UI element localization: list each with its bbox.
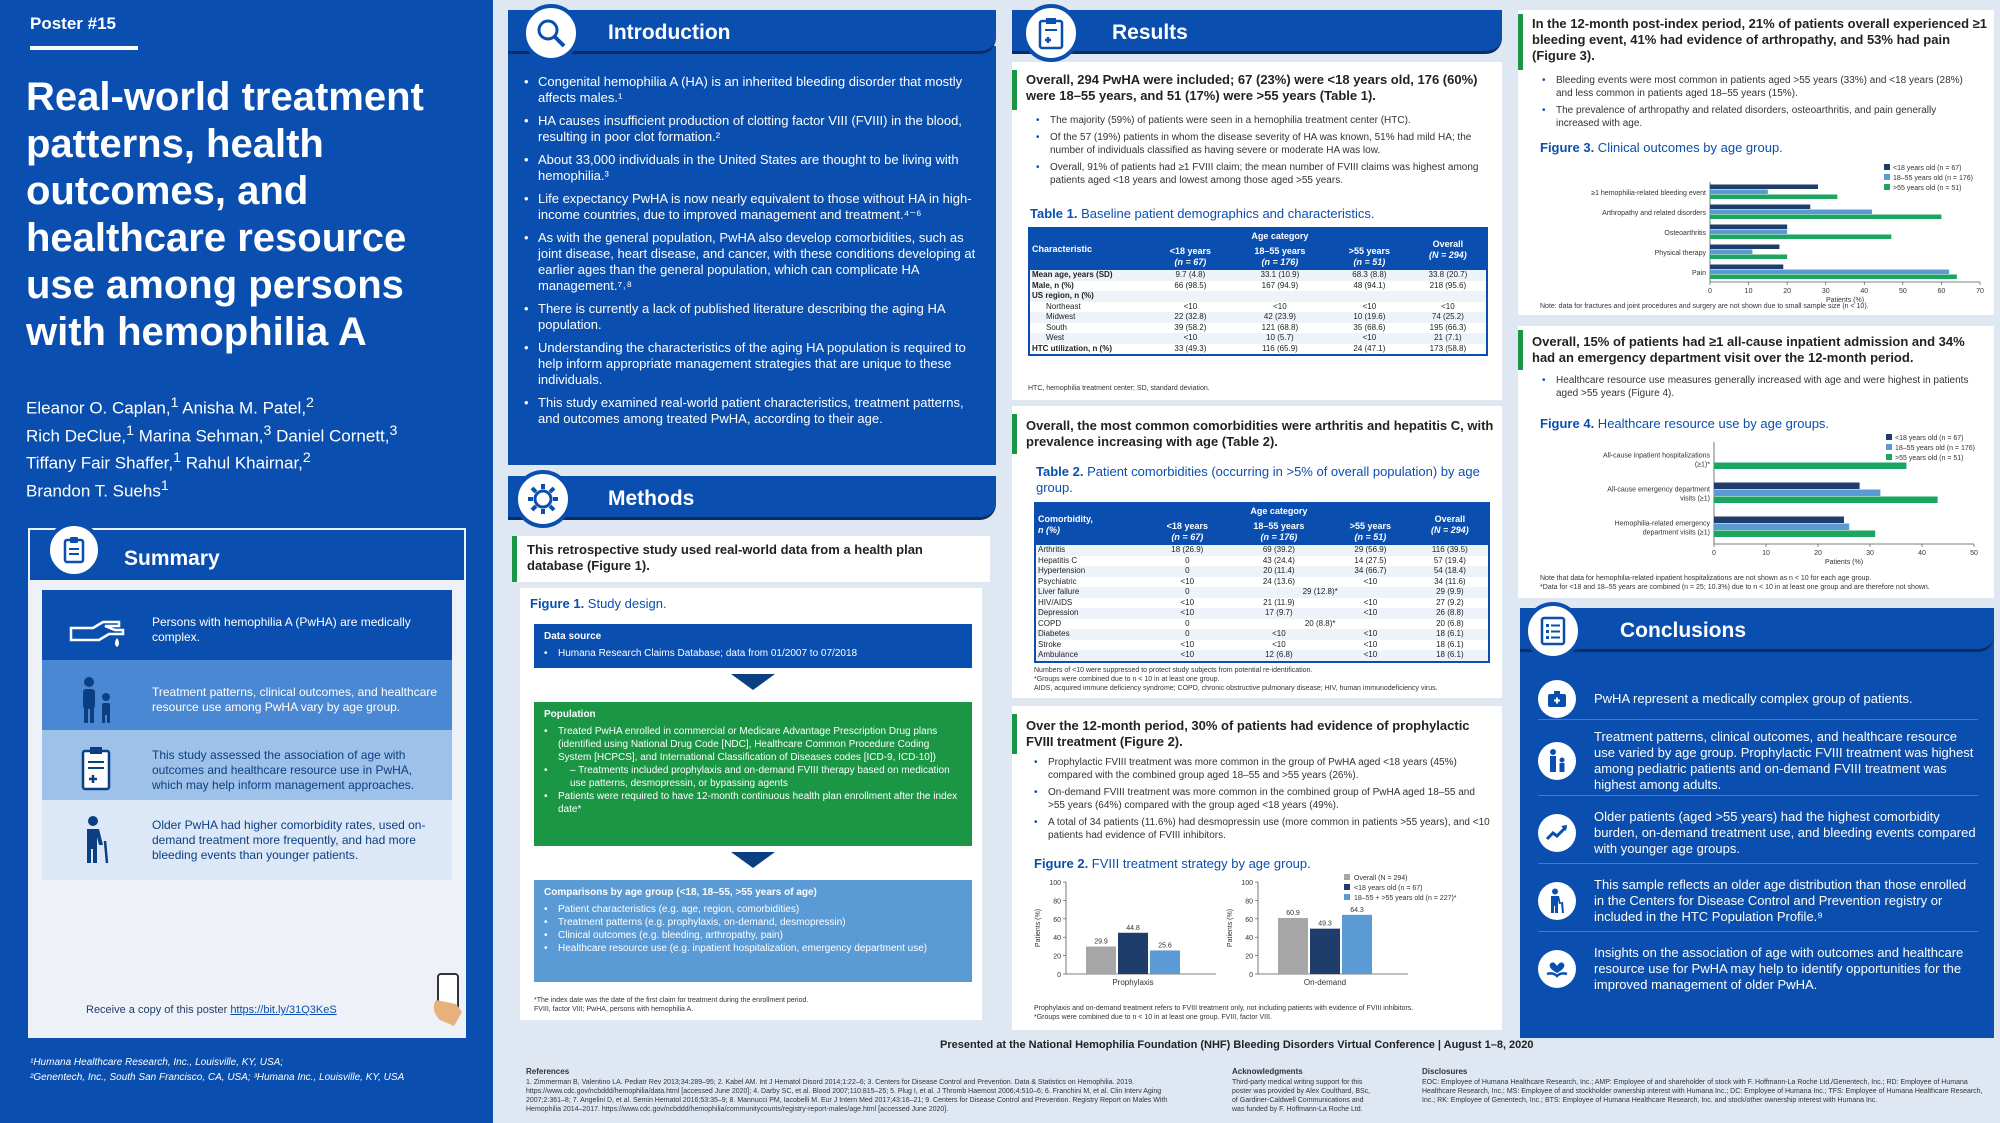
parent-child-icon — [1538, 742, 1576, 780]
conclusion-item: Treatment patterns, clinical outcomes, and healthcare resource use varied by age group. Prophylactic FVIII treatment was highest among pediatric patients and on-demand FVIII treatment was highest among adults. — [1538, 726, 1978, 796]
category-label: All-cause inpatient hospitalizations — [1602, 452, 1710, 460]
legend-swatch — [1886, 444, 1892, 450]
x-tick-label: 50 — [1970, 550, 1978, 557]
data-label: 49.3 — [1318, 920, 1332, 928]
trend-up-icon — [1538, 814, 1576, 852]
receive-text: Receive a copy of this poster — [86, 1004, 228, 1016]
bar — [1710, 245, 1779, 250]
table-row: US region, n (%) — [1030, 291, 1486, 302]
y-tick-label: 60 — [1053, 916, 1061, 924]
intro-bullet: • Life expectancy PwHA is now nearly equivalent to those without HA in high-income countries, due to improved management and treatment.⁴⁻⁶ — [524, 191, 982, 223]
poster-number: Poster #15 — [30, 14, 116, 33]
result-bullet: • Healthcare resource use measures generally increased with age and were highest in patients aged >55 years (Figure 4). — [1542, 374, 1982, 400]
conclusion-item: Older patients (aged >55 years) had the highest comorbidity burden, on-demand treatment use, and bleeding events compared with younger age groups. — [1538, 802, 1978, 864]
legend-label: 18–55 + >55 years old (n = 227)* — [1354, 895, 1457, 902]
acknowledgments: Acknowledgments Third-party medical writing support for this poster was provided by Alex Coulthard, BSc, of Gardiner-Caldwell Communications and was funded by F. Hoffmann-La Roche Ltd. — [1228, 1061, 1378, 1123]
legend-swatch — [1344, 884, 1350, 890]
x-tick-label: 20 — [1783, 288, 1792, 295]
table-row: Depression <10 17 (9.7) <10 26 (8.8) — [1036, 608, 1488, 619]
x-tick-label: 40 — [1860, 288, 1869, 295]
category-label: Osteoarthritis — [1664, 230, 1706, 237]
author: Brandon T. Suehs — [26, 481, 161, 501]
intro-bullet: • Understanding the characteristics of the aging HA population is required to help inform appropriate management strategies that are unique to these individuals. — [524, 340, 982, 388]
x-tick-label: 50 — [1898, 288, 1907, 295]
results-block-3 — [1012, 706, 1502, 1030]
figure2-chart — [1026, 872, 1496, 1004]
legend-swatch — [1884, 174, 1890, 180]
intro-bullet: • There is currently a lack of published literature describing the aging HA population. — [524, 301, 982, 333]
y-tick-label: 40 — [1053, 935, 1061, 943]
results-lead-2: Overall, the most common comorbidities were arthritis and hepatitis C, with prevalence increasing with age (Table 2). — [1026, 418, 1494, 449]
poster-title: Real-world treatment patterns, health outcomes, and healthcare resource use among persons with hemophilia A — [26, 75, 424, 354]
results-block-1 — [1012, 62, 1502, 400]
summary-text: This study assessed the association of age with outcomes and healthcare resource use in PwHA, which may help inform management approaches. — [152, 747, 415, 792]
table-row: COPD 0 20 (8.8)* 20 (6.8) — [1038, 618, 1464, 628]
bar — [1710, 230, 1787, 235]
category-label: On-demand — [1303, 978, 1347, 987]
elderly-cane-icon — [42, 800, 152, 880]
author: Tiffany Fair Shaffer, — [26, 453, 174, 473]
clipboard-plus-icon — [1022, 4, 1080, 62]
results-block-5 — [1518, 326, 1994, 598]
bar — [1714, 497, 1938, 504]
figure4-notes: Note that data for hemophilia-related inpatient hospitalizations are not shown as n < 10 for each age group. *Data for <18 and 18–55 years are combined (n = 25; 10.3%) due to n < 10 in at least one group and are therefore not shown. — [1540, 575, 1930, 591]
legend-swatch — [1344, 874, 1350, 880]
table1-title: Table 1. Baseline patient demographics and characteristics. — [1030, 206, 1375, 221]
left-panel — [0, 0, 493, 1123]
result-bullet: • Overall, 91% of patients had ≥1 FVIII claim; the mean number of FVIII claims was highest among patients aged <18 years and lowest among those aged >55 years. — [1036, 161, 1496, 187]
bar — [1714, 483, 1860, 490]
bar — [1710, 205, 1810, 210]
y-tick-label: 100 — [1241, 880, 1253, 887]
results-lead-4: In the 12-month post-index period, 21% of patients overall experienced ≥1 bleeding event, 41% had evidence of arthropathy, and 53% had pain (Figure 3). — [1532, 16, 1988, 63]
x-tick-label: 60 — [1937, 288, 1946, 295]
x-tick-label: 20 — [1814, 550, 1822, 557]
legend-label: 18–55 years old (n = 176) — [1893, 175, 1973, 182]
x-tick-label: 30 — [1866, 550, 1874, 557]
table-row: Hepatitis C 0 43 (24.4) 14 (27.5) 57 (19.4) — [1038, 555, 1466, 565]
legend-label: >55 years old (n = 51) — [1893, 185, 1962, 192]
medical-kit-icon — [1538, 680, 1576, 718]
table-row: South 39 (58.2) 121 (68.8) 35 (68.6) 195 (66.3) — [1046, 322, 1467, 332]
category-label: Hemophilia-related emergency — [1614, 520, 1710, 528]
category-label: All-cause emergency department — [1607, 486, 1710, 494]
figure2-title: Figure 2. FVIII treatment strategy by age group. — [1034, 856, 1311, 871]
results-lead-3: Over the 12-month period, 30% of patients had evidence of prophylactic FVIII treatment (Figure 2). — [1026, 718, 1470, 749]
data-source-block: Data source • Humana Research Claims Database; data from 01/2007 to 07/2018 — [534, 624, 972, 668]
affiliations: ¹Humana Healthcare Research, Inc., Louisville, KY, USA; ²Genentech, Inc., South San Francisco, CA, USA; ³Humana Inc., Louisville, KY, USA — [30, 1057, 405, 1083]
bar — [1710, 275, 1957, 280]
summary-panel — [28, 528, 466, 968]
poster-divider — [30, 46, 138, 50]
table-row: Diabetes 0 <10 <10 18 (6.1) — [1036, 629, 1488, 640]
bar — [1342, 915, 1372, 974]
conclusions-panel — [1520, 630, 1994, 1038]
category-label: visits (≥1) — [1680, 495, 1710, 503]
result-bullet: • On-demand FVIII treatment was more common in the combined group of PwHA aged 18–55 and >55 years (64%) compared with the group aged <18 years (49%). — [1034, 786, 1494, 812]
intro-bullet: • HA causes insufficient production of clotting factor VIII (FVIII) in the blood, resulting in poor clot formation.² — [524, 113, 982, 145]
data-label: 44.8 — [1126, 924, 1140, 932]
conclusions-heading: Conclusions — [1520, 608, 1994, 652]
data-label: 25.6 — [1158, 942, 1172, 950]
results-lead-1: Overall, 294 PwHA were included; 67 (23%) were <18 years old, 176 (60%) were 18–55 years, and 51 (17%) were >55 years (Table 1). — [1026, 72, 1478, 103]
hands-heart-icon — [1538, 950, 1576, 988]
results-block-2 — [1012, 406, 1502, 698]
x-tick-label: 10 — [1744, 288, 1753, 295]
bar — [1710, 190, 1768, 195]
flow-arrow — [731, 852, 775, 868]
introduction-panel — [508, 46, 996, 465]
clipboard-plus-icon — [42, 730, 152, 810]
disclosures: Disclosures EOC: Employee of Humana Healthcare Research, Inc.; AMP: Employee of and shareholder of stock with F. Hoffmann-La Roche Ltd./Genentech, Inc.; RD: Employee of Humana Healthcare Research, Inc.; MS: Employee of and stockholder ownership interest with Humana Inc.; DC: Employee of Humana Inc.; TFS: Employee of Humana Healthcare Research, Inc.; RK: Employee of Genentech, Inc.; BTS: Employee of Humana Healthcare Research, Inc. and stock/other ownership interest with Humana Inc. — [1418, 1061, 1994, 1123]
clipboard-icon — [46, 522, 102, 578]
summary-text: Older PwHA had higher comorbidity rates, used on-demand treatment more frequently, and had more bleeding events than younger patients. — [152, 817, 426, 862]
conclusion-item: Insights on the association of age with outcomes and healthcare resource use for PwHA may help to identify opportunities for the improved management of older PwHA. — [1538, 938, 1978, 1000]
legend-label: Overall (N = 294) — [1354, 875, 1408, 882]
figure1-title: Figure 1. Study design. — [530, 596, 667, 611]
y-tick-label: 20 — [1053, 953, 1061, 961]
introduction-heading: Introduction — [508, 10, 996, 54]
figure4-title: Figure 4. Healthcare resource use by age groups. — [1540, 416, 1830, 431]
bar — [1710, 185, 1818, 190]
summary-heading: Summary — [28, 528, 466, 582]
gear-icon — [514, 470, 572, 528]
bar — [1710, 235, 1891, 240]
author: Daniel Cornett, — [276, 426, 390, 446]
y-tick-label: 80 — [1053, 898, 1061, 906]
smartphone-icon — [428, 970, 468, 1030]
summary-item — [42, 800, 452, 880]
result-bullet: • The prevalence of arthropathy and related disorders, osteoarthritis, and pain generally increased with age. — [1542, 104, 1982, 130]
magnifier-icon — [522, 4, 580, 62]
table-row: Midwest 22 (32.8) 42 (23.9) 10 (19.6) 74 (25.2) — [1030, 312, 1486, 323]
bar — [1710, 265, 1783, 270]
results-lead-5: Overall, 15% of patients had ≥1 all-cause inpatient admission and 34% had an emergency department visit over the 12-month period. — [1532, 334, 1965, 365]
elderly-cane-icon — [1538, 882, 1576, 920]
intro-bullet: • This study examined real-world patient characteristics, treatment patterns, and outcomes among treated PwHA, according to their age. — [524, 395, 982, 427]
table2-note: Numbers of <10 were suppressed to protect study subjects from potential re-identification. *Groups were combined due to n < 10 in at least one group. AIDS, acquired immune deficiency syndrome; COPD, chronic obstructive pulmonary disease; HIV, human immunodeficiency virus. — [1034, 667, 1438, 692]
legend-label: <18 years old (n = 67) — [1893, 165, 1962, 172]
intro-bullet: • About 33,000 individuals in the United States are thought to be living with hemophilia.³ — [524, 152, 982, 184]
table-row: Psychiatric <10 24 (13.6) <10 34 (11.6) — [1038, 576, 1466, 586]
table1: Characteristic Age category Overall (N = 294) <18 years (n = 67) 18–55 years (n = 176) >55 years (n = 51) Mean age, years (SD) 9.7 (4.8) 33.1 (10.9) 68.3 (8.8) 33.8 (20.7) Male, n (%) 66 (98.5) 167 (94.9) 48 (94.1) 218 (95.6) US region, n (%) Northeast <10 <10 <10 <10 Midwest 22 (32.8) 42 (23.9) 10 (19.6) 74 (25.2) South 39 (58.2) 121 (68.8) 35 (68.6) 195 (66.3) West <10 10 (5.7) <10 21 (7.1) HTC utilization, n (%) 33 (49.3) 116 (65.9) 24 (47.1) 173 (58.8) — [1028, 227, 1488, 356]
figure3-title: Figure 3. Clinical outcomes by age group. — [1540, 140, 1783, 155]
legend-swatch — [1886, 454, 1892, 460]
legend-swatch — [1344, 894, 1350, 900]
category-label: Arthropathy and related disorders — [1602, 210, 1706, 217]
y-tick-label: 100 — [1049, 880, 1061, 887]
bar — [1710, 195, 1837, 200]
presented-at: Presented at the National Hemophilia Foundation (NHF) Bleeding Disorders Virtual Conference | August 1–8, 2020 — [940, 1039, 1534, 1051]
author: Eleanor O. Caplan, — [26, 398, 171, 418]
table2: Comorbidity, n (%) Age category Overall (N = 294) <18 years (n = 67) 18–55 years (n = 176) >55 years (n = 51) Arthritis 18 (26.9) 69 (39.2) 29 (56.9) 116 (39.5) Hepatitis C 0 43 (24.4) 14 (27.5) 57 (19.4) Hypertension 0 20 (11.4) 34 (66.7) 54 (18.4) Psychiatric <10 24 (13.6) <10 34 (11.6) Liver failure 0 29 (12.8)* 29 (9.9) HIV/AIDS <10 21 (11.9) <10 27 (9.2) Depression <10 17 (9.7) <10 26 (8.8) COPD 0 20 (8.8)* 20 (6.8) Diabetes 0 <10 <10 18 (6.1) Stroke <10 <10 <10 18 (6.1) Ambulance <10 12 (6.8) <10 18 (6.1) — [1034, 502, 1490, 663]
x-tick-label: 0 — [1708, 288, 1712, 295]
x-tick-label: 30 — [1821, 288, 1830, 295]
table-row: West <10 10 (5.7) <10 21 (7.1) — [1030, 333, 1486, 344]
author-list: Eleanor O. Caplan,$^1$ Anisha M. Patel,$^2$ Rich DeClue,$^1$ Marina Sehman,$^3$ Daniel Cornett,$^3$ Tiffany Fair Shaffer,$^1$ Rahul Khairnar,$^2$ Brandon T. Suehs$^1$ — [26, 395, 398, 501]
bar — [1710, 255, 1787, 260]
legend-label: <18 years old (n = 67) — [1895, 435, 1964, 442]
checklist-icon — [1524, 602, 1582, 660]
result-bullet: • Of the 57 (19%) patients in whom the disease severity of HA was known, 51% had mild HA; the number of individuals classified as having severe or moderate HA was low. — [1036, 131, 1496, 157]
bar — [1150, 950, 1180, 974]
conclusion-item: This sample reflects an older age distribution than those enrolled in the Centers for Disease Control and Prevention registry or included in the HTC Population Profile.⁹ — [1538, 870, 1978, 932]
figure3-chart — [1528, 150, 1988, 304]
legend-swatch — [1884, 164, 1890, 170]
summary-item — [42, 590, 452, 670]
table-row: Ambulance <10 12 (6.8) <10 18 (6.1) — [1036, 650, 1488, 661]
table-row: Mean age, years (SD) 9.7 (4.8) 33.1 (10.9) 68.3 (8.8) 33.8 (20.7) — [1030, 270, 1486, 281]
legend-label: <18 years old (n = 67) — [1354, 885, 1423, 892]
methods-heading: Methods — [508, 476, 996, 520]
bar — [1714, 517, 1844, 524]
summary-text: Persons with hemophilia A (PwHA) are medically complex. — [152, 615, 411, 644]
parent-child-icon — [42, 660, 152, 740]
y-tick-label: 80 — [1245, 898, 1253, 906]
author: Rich DeClue, — [26, 426, 127, 446]
author: Rahul Khairnar, — [185, 453, 303, 473]
population-block: Population • Treated PwHA enrolled in commercial or Medicare Advantage Prescription Drug plans (identified using National Drug Code [NDC], Healthcare Common Procedure Coding System [HCPCS], and International Classification of Diseases codes [ICD-9, ICD-10]) • – Treatments included prophylaxis and on-demand FVIII therapy based on medication use patterns, desmopressin, or bypassing agents • Patients were required to have 12-month continuous health plan enrollment after the index date* — [534, 702, 972, 846]
bar — [1710, 210, 1872, 215]
category-label: department visits (≥1) — [1642, 529, 1710, 537]
methods-lead: This retrospective study used real-world data from a health plan database (Figure 1). — [512, 536, 990, 582]
table-row: Northeast <10 <10 <10 <10 — [1046, 301, 1455, 311]
category-label: Prophylaxis — [1112, 978, 1154, 987]
y-tick-label: 20 — [1245, 953, 1253, 961]
intro-bullet: • Congenital hemophilia A (HA) is an inherited bleeding disorder that mostly affects males.¹ — [524, 74, 982, 106]
poster-copy-link[interactable]: https://bit.ly/31Q3KeS — [230, 1004, 337, 1016]
table-row: Stroke <10 <10 <10 18 (6.1) — [1038, 639, 1464, 649]
y-axis-label: Patients (%) — [1035, 908, 1042, 948]
results-block-4 — [1518, 10, 1994, 315]
data-label: 29.9 — [1094, 938, 1108, 946]
legend-label: >55 years old (n = 51) — [1895, 455, 1964, 462]
x-tick-label: 70 — [1976, 288, 1984, 295]
figure1-footnote: *The index date was the date of the first claim for treatment during the enrollment period. FVIII, factor VIII; PwHA, persons with hemophilia A. — [534, 997, 809, 1013]
bar — [1118, 933, 1148, 974]
bar — [1310, 929, 1340, 974]
bar — [1710, 215, 1941, 220]
y-tick-label: 0 — [1057, 972, 1061, 979]
x-tick-label: 10 — [1762, 550, 1770, 557]
result-bullet: • A total of 34 patients (11.6%) had desmopressin use (more common in patients >55 years), and <10 patients had evidence of FVIII inhibitors. — [1034, 816, 1494, 842]
bar — [1086, 946, 1116, 974]
bar — [1714, 463, 1906, 470]
comparisons-block: Comparisons by age group (<18, 18–55, >55 years of age) • Patient characteristics (e.g. age, region, comorbidities) • Treatment patterns (e.g. prophylaxis, on-demand, desmopressin) • Clinical outcomes (e.g. bleeding, arthropathy, pain) • Healthcare resource use (e.g. inpatient hospitalization, emergency department use) — [534, 880, 972, 982]
figure3-note: Note: data for fractures and joint procedures and surgery are not shown due to small sample size (n < 10). — [1540, 303, 1869, 310]
y-tick-label: 0 — [1249, 972, 1253, 979]
legend-label: 18–55 years old (n = 176) — [1895, 445, 1975, 452]
category-label: Physical therapy — [1654, 250, 1706, 257]
table-row: Hypertension 0 20 (11.4) 34 (66.7) 54 (18.4) — [1036, 566, 1488, 577]
figure2-notes: Prophylaxis and on-demand treatment refers to FVIII treatment only, not including patients with evidence of FVIII inhibitors. *Groups were combined due to n < 10 in at least one group. FVIII, factor VIII. — [1034, 1005, 1414, 1021]
table-row: HTC utilization, n (%) 33 (49.3) 116 (65.9) 24 (47.1) 173 (58.8) — [1032, 343, 1467, 353]
summary-text: Treatment patterns, clinical outcomes, and healthcare resource use among PwHA vary by age group. — [152, 685, 438, 714]
poster-copy-box — [28, 958, 466, 1038]
hand-blood-drop-icon — [42, 590, 152, 670]
summary-item — [42, 730, 452, 810]
table-row: Arthritis 18 (26.9) 69 (39.2) 29 (56.9) 116 (39.5) — [1036, 545, 1488, 556]
x-axis-label: Patients (%) — [1825, 297, 1865, 304]
author: Anisha M. Patel, — [182, 398, 307, 418]
table-row: Male, n (%) 66 (98.5) 167 (94.9) 48 (94.1) 218 (95.6) — [1032, 280, 1467, 290]
conclusion-item: PwHA represent a medically complex group of patients. — [1538, 678, 1978, 720]
result-bullet: • Prophylactic FVIII treatment was more common in the group of PwHA aged <18 years (45%) compared with the combined group aged 18–55 and >55 years (26%). — [1034, 756, 1494, 782]
author: Marina Sehman, — [138, 426, 264, 446]
result-bullet: • The majority (59%) of patients were seen in a hemophilia treatment center (HTC). — [1036, 114, 1496, 127]
result-bullet: • Bleeding events were most common in patients aged >55 years (33%) and <18 years (28%) and less common in patients aged 18–55 years (15%). — [1542, 74, 1982, 100]
bar — [1714, 490, 1880, 497]
bar — [1714, 531, 1875, 538]
x-axis-label: Patients (%) — [1824, 559, 1864, 566]
bar — [1714, 524, 1849, 531]
bar — [1278, 918, 1308, 974]
category-label: ≥1 hemophilia-related bleeding event — [1591, 190, 1706, 197]
y-tick-label: 60 — [1245, 916, 1253, 924]
y-tick-label: 40 — [1245, 935, 1253, 943]
results-heading: Results — [1012, 10, 1502, 54]
x-tick-label: 0 — [1712, 550, 1716, 557]
flow-arrow — [731, 674, 775, 690]
x-tick-label: 40 — [1918, 550, 1926, 557]
bar — [1710, 225, 1787, 230]
category-label: Pain — [1691, 270, 1706, 277]
legend-swatch — [1884, 184, 1890, 190]
figure4-chart — [1528, 422, 1988, 572]
data-label: 64.3 — [1350, 906, 1364, 914]
data-label: 60.9 — [1286, 909, 1300, 917]
references: References 1. Zimmerman B, Valentino LA. Pediatr Rev 2013;34:289–95; 2. Kabel AM. Int J Hematol Disord 2014;1:22–6; 3. Centers for Disease Control and Prevention. Data & Statistics on Hemophilia. 2019. https://www.cdc.gov/ncbddd/hemophilia/data.html [accessed June 2020]; 4. Darby SC, et al. Blood 2007;110:815–25; 5. Plug I, et al. J Thromb Haemost 2006;4:510–6; 6. Franchini M, et al. Clin Interv Aging 2007;2:361–8; 7. Angelini D, et al. Semin Hematol 2016;53:35–9; 8. Mannucci PM, Iacobelli M. Eur J Intern Med 2017;43:16–21; 9. Centers for Disease Control and Prevention. Registry Report on Males With Hemophilia 2014–2017. https://www.cdc.gov/ncbddd/hemophilia/communitycounts/registry-report-males/age.html [accessed June 2020]. — [522, 1061, 1182, 1123]
intro-bullet: • As with the general population, PwHA also develop comorbidities, such as joint disease, heart disease, and cancer, with these conditions developing at earlier ages than the general population, which can complicate HA management.⁷˒⁸ — [524, 230, 982, 294]
bar — [1710, 250, 1752, 255]
table-row: HIV/AIDS <10 21 (11.9) <10 27 (9.2) — [1038, 597, 1464, 607]
bar — [1710, 270, 1949, 275]
category-label: (≥1)* — [1694, 461, 1710, 469]
y-axis-label: Patients (%) — [1227, 908, 1234, 948]
table2-title: Table 2. Patient comorbidities (occurring in >5% of overall population) by age group. — [1036, 464, 1480, 495]
table-row: Liver failure 0 29 (12.8)* 29 (9.9) — [1036, 587, 1488, 598]
legend-swatch — [1886, 434, 1892, 440]
summary-item — [42, 660, 452, 740]
table1-note: HTC, hemophilia treatment center; SD, standard deviation. — [1028, 385, 1210, 392]
